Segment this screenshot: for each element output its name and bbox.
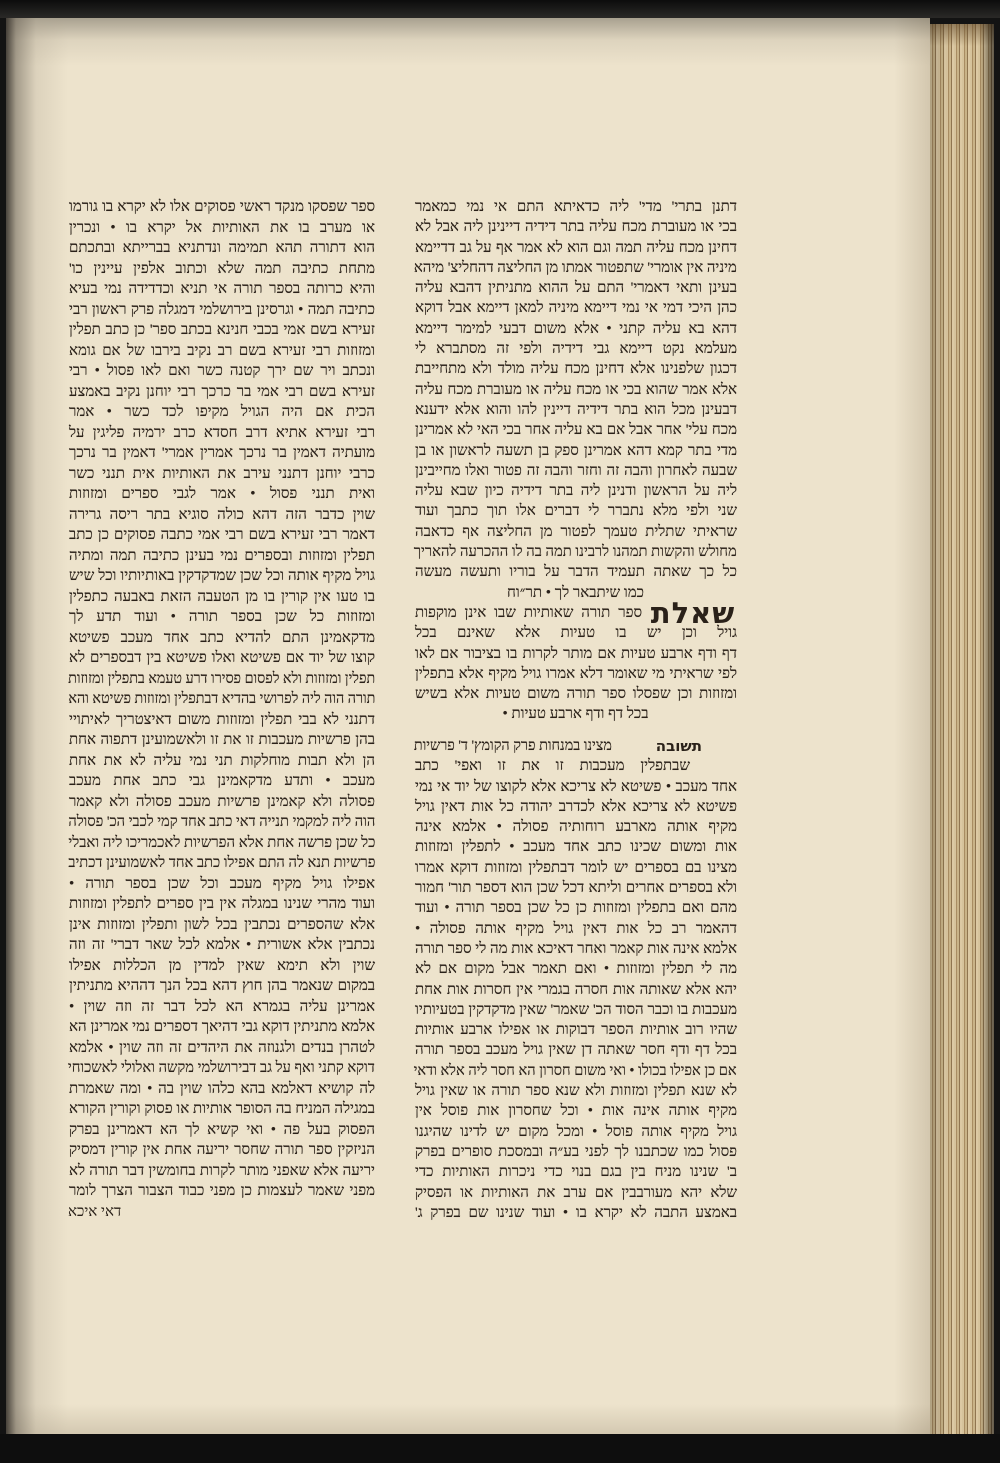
text-line-text: דף ודף ארבע טעיות אם מותר לקרות בו בציבור אם לאו	[414, 645, 737, 662]
text-line-text: כל כך שאתה תעמיד הדבר על בוריו ותעשה מעשה	[414, 564, 737, 581]
text-line	[68, 587, 375, 608]
text-line-text: דכגון שלפנינו אלא דחינן מכח עליה מולד ולא מתחייבת	[414, 361, 737, 378]
text-line-text: מדי בתר קמא דהא אמרינן ספק בן תשעה לראשון או בן	[415, 442, 737, 459]
text-line-text: קוצו של יוד אם פשיטא ואלו פשיטא בין דבספרים לא	[69, 650, 375, 666]
text-line-text: בו טעו אין קורין בו מן הטעבה הזאת באבעה כתפלין	[68, 588, 375, 605]
text-line-text: לטהרן בנדים ולגנוזה את היהדים זה וזה שוין • אלמא	[68, 1039, 375, 1056]
text-line-text: מתחת כתיבה תמה שלא וכתוב אלפין עיינין כו'	[69, 260, 375, 277]
text-line-text: מחולש והקשות תמהנו לרבינו תמה בה לו ההכרעה להאריך	[413, 544, 737, 561]
text-line-text: ומזוזות כל שכן בספר תורה • ועוד תדע לך	[69, 609, 375, 625]
text-line	[68, 1140, 375, 1161]
text-line-text: שראיתי שתלית טעמך לפטור מן החליצה אף כדאבה	[414, 523, 737, 540]
text-line	[68, 792, 375, 813]
question-heading: שאלת	[650, 596, 736, 630]
text-line-text: מפני שאמר לעצמות כן מפני כבוד הצבור הצרך לומר	[69, 1183, 375, 1199]
text-line-text: מעכב • ותדע מדקאמינן גבי כתב אחת מעכב	[69, 773, 375, 789]
text-line-text: אמרינן עליה בגמרא הא לכל דבר זה וזה שוין •	[68, 998, 375, 1015]
text-line	[68, 935, 375, 956]
text-line	[68, 341, 375, 362]
text-line	[68, 525, 375, 546]
text-line-text: פשיטא לא צריכא אלא לכדרב יהודה כל אות דאין גויל	[415, 798, 737, 815]
text-line	[414, 501, 737, 521]
text-line	[68, 812, 375, 833]
text-line-text: שני ולפי מלא נתברר לי דברים אלו תוך כתבך ועוד	[415, 503, 737, 520]
answer-heading: תשובה	[655, 737, 702, 755]
text-line-text: כמו שיתבאר לך • תר״וח	[507, 584, 644, 601]
text-line	[68, 1181, 375, 1202]
text-line	[414, 1183, 737, 1203]
text-line-text: בכי או מעוברת מכח עליה בתר דידיה דיינינן ליה אבל לא	[415, 219, 737, 236]
text-line	[414, 278, 737, 298]
opening-lines	[414, 197, 737, 603]
text-line	[414, 603, 642, 623]
text-line	[414, 359, 737, 379]
text-line-text: מהם ואם בתפלין ומזוזות כן כל שכן בספר תורה • ועוד	[415, 900, 737, 917]
text-line-text: תורה הוה ליה לפרושי בהדיא דבתפלין ומזוזות פשיטא והא	[67, 691, 375, 707]
text-line-text: והיא כרותה בספר תורה אי תניא וכדדידה נמי בעיא	[68, 281, 375, 297]
text-line-text: זעירא בשם רבי אמי בר כרכך רבי יוחנן נקיב באמצע	[69, 383, 375, 400]
scan-border-top	[0, 0, 1000, 18]
text-line	[414, 400, 737, 420]
text-line-text: הוה ליה למקמי תנייה דאי כתב אחד קמי לכבי הכ' פסולה	[68, 814, 375, 830]
text-line-text: או מערב בו את האותיות אל יקרא בו • ונכרין	[68, 219, 375, 236]
text-line	[68, 915, 375, 936]
text-line	[68, 464, 375, 485]
text-line-text: ספר תורה שאותיות שבו אינן מוקפות	[415, 605, 642, 621]
text-line	[414, 684, 737, 704]
text-line-text: הן ולא תבות מוחלקות תני נמי עליה לא את אחת	[69, 752, 375, 769]
text-line	[68, 279, 375, 300]
text-line	[414, 562, 737, 582]
text-line-text: ב' שנינו מניח בין בגם בנוי כדי ניכרות האותיות כדי	[415, 1164, 737, 1181]
scan-border-bottom	[0, 1434, 1000, 1463]
text-line-text: אלא אמר שהוא בכי או מכח עליה או מעוברת מכח עליה	[414, 381, 737, 398]
text-line	[414, 1020, 737, 1040]
text-line	[68, 607, 375, 628]
text-line-text: שוין ולא תימא שאין למדין מן הכללות אפילו	[68, 957, 375, 974]
text-line-text: הכית אם היה הגויל מקיפו לכד כשר • אמר	[68, 404, 375, 420]
text-line	[414, 858, 737, 878]
text-line-text: יהא אלא שאותה אות חסרה בגמרי אין חסרות אות אחת	[415, 981, 737, 998]
text-line	[414, 441, 737, 461]
text-line-text: לפי שראיתי מי שאומר דלא אמרו גויל מקיף אלא בתפלין	[414, 665, 737, 682]
text-line-text: דהא בא עליה קתני • אלא משום דבעי למימר דיימא	[415, 320, 737, 337]
text-line-text: דתנן בתרי' מדי' ליה כדאיתא התם אי נמי כמאמר	[414, 199, 737, 215]
text-line-text: שלא יהא מעורבבין אם ערב את האותיות או הפסיק	[414, 1184, 737, 1201]
text-line	[68, 546, 375, 567]
text-line-text: שבעה לאחרון והבה זה וחזר והבה זה פטור ואלו מחייבינן	[414, 462, 737, 479]
text-line-text: אפילו גויל מקיף מעכב וכל שכן בספר תורה •	[68, 875, 375, 892]
text-line-text: אלא שהספרים נכתבין בכל לשון ותפלין ומזוזות אינן	[69, 916, 375, 933]
text-line	[68, 300, 375, 321]
text-line	[68, 1120, 375, 1141]
text-line	[68, 710, 375, 731]
text-line	[414, 1162, 737, 1182]
text-line	[68, 751, 375, 772]
text-line	[414, 258, 737, 278]
answer-block	[414, 736, 737, 1223]
book-page-edges	[930, 24, 994, 1434]
text-line-text: ומזוזות רבי זעירא בשם רב נקיב בירבו של אם גומא	[69, 342, 375, 359]
text-line	[68, 238, 375, 259]
text-line	[414, 756, 690, 776]
text-line-text: מקיף אותה אינה אות • וכל שחסרון אות פוסל אין	[415, 1103, 737, 1120]
text-line-text: מועתיה דאמין בר נרכך אמרין אמרי' דאמין בר נרכך	[68, 445, 375, 461]
text-line-text: מעלמא נקט דיימא גבי דידיה ולפי זה מסתברא לי	[415, 341, 737, 358]
text-line-text: במקום שנאמר בהן חוץ דהא בכל הנך דההיא מתניתין	[69, 978, 375, 994]
text-line	[68, 1099, 375, 1120]
text-line-text: אלמא אינה אות קאמר ואחר דאיכא אות מה לי ספר תורה	[415, 940, 737, 957]
text-line	[414, 339, 737, 359]
catchword: דאי איכא	[68, 1204, 122, 1220]
text-line-text: מעכבות בו וכבר הסוד הכ' שאמר' שאין מדקדקין בטעיותיו	[415, 1001, 737, 1018]
text-line	[68, 1017, 375, 1038]
text-line-text: בכל דף ודף חסר שאתה דן שאין גויל מעכב בספר תורה	[414, 1042, 737, 1059]
text-line-text: כתיבה תמה • וגרסינן בירושלמי דמגלה פרק ראשון רבי	[69, 301, 375, 318]
text-line	[414, 980, 737, 1000]
text-line-text: לא שנא תפלין ומזוזות ולא שנא ספר תורה או שאין גויל	[415, 1083, 737, 1100]
text-line-text: שוין כדבר הזה דהא כולה סוגיא בתר ריסה גרירה	[69, 506, 375, 523]
text-line	[414, 736, 612, 756]
right-column	[414, 18, 737, 1434]
text-line-text: דאמר רבי זעירא בשם רבי אמי כתבה פסוקים כן כתב	[68, 527, 375, 543]
text-line	[68, 874, 375, 895]
text-line	[414, 1081, 737, 1101]
text-line	[68, 1079, 375, 1100]
text-line-text: הפסוק בעל פה • ואי קשיא לך הא דאמרינן בפרק	[69, 1121, 375, 1138]
text-line	[68, 505, 375, 526]
text-line-text: מקיף אותה מארבע רוחותיה פסולה • אלמא אינה	[414, 819, 737, 836]
text-line-text: ולא בספרים אחרים וליתא דכל שכן הוא דספר תור' חמור	[415, 880, 737, 897]
text-line	[68, 956, 375, 977]
text-line	[414, 644, 737, 664]
text-line-text: בכל דף ודף ארבע טעיות •	[502, 706, 649, 723]
text-line	[414, 1203, 737, 1223]
text-line-text: דבעינן מכל הוא בתר דידיה דיינין להו והוא אלא ידענא	[415, 401, 737, 418]
text-line-text: מצינו בם בספרים יש לומר דבתפלין ומזוזות דוקא אמרו	[415, 859, 737, 876]
book-page	[6, 18, 930, 1434]
text-line	[414, 1000, 737, 1020]
text-line-text: לה קושיא דאלמא בהא כלהו שוין בה • ומה שאמרת	[69, 1080, 375, 1097]
text-line	[68, 853, 375, 874]
text-line	[414, 898, 737, 918]
text-line-text: פרשיות תנא לה התם אפילו כתב אחד לאשמועינן דכתיב	[68, 855, 375, 871]
text-line	[68, 730, 375, 751]
text-line-text: בהן פרשיות מעכבות זו את זו ולאשמועינן דתפוה אחת	[68, 732, 375, 748]
text-line-text: פסולה ולא קאמינן פרשיות מעכב פסולה ולא קאמר	[69, 793, 375, 810]
text-line-text: במגילה המניח בה הסופר אותיות או פסוק וקורין הקורא	[69, 1101, 375, 1117]
text-line-text: דהאמר רב כל אות דאין גויל מקיף אותה פסולה •	[415, 920, 737, 937]
text-line	[414, 878, 737, 898]
text-line-text: יריעה אלא שאפני מותר לקרות בחומשין דבר תורה לא	[68, 1162, 375, 1179]
text-line-text: זעירא בשם אמי בכבי חנינא בכתב ספר' כן כתב תפלין	[68, 322, 375, 338]
text-line	[68, 628, 375, 649]
text-line-text: דתנני לא בבי תפלין ומזוזות משום דאיצטריך לאיתויי	[69, 711, 375, 728]
text-line-text: תפלין ומזוזות ובספרים נמי בעינן כתיבה תמה ומתיה	[69, 547, 375, 564]
text-line-text: הוא דתורה תהא תמימה ונדתניא בברייתא ובתכתם	[69, 240, 375, 256]
text-line	[68, 976, 375, 997]
text-line	[68, 218, 375, 239]
text-line-text: אות ומשום שכינו כתב אחד מעכב • לתפלין ומזוזות	[414, 839, 737, 856]
text-line	[414, 217, 737, 237]
text-line	[68, 833, 375, 854]
text-line	[414, 420, 737, 440]
answer-lines	[414, 736, 737, 1223]
text-line	[68, 443, 375, 464]
text-line-text: אחד מעכב • פשיטא לא צריכא אלא לקוצו של יוד אי נמי	[415, 778, 737, 795]
text-line	[414, 817, 737, 837]
text-line	[414, 777, 737, 797]
text-line-text: באמצע התבה לא יקרא בו • ועוד שנינו שם בפרק ג'	[414, 1204, 737, 1221]
text-line	[414, 939, 737, 959]
text-line-text: ועוד מהרי שנינו במגלה אין בין ספרים לתפלין ומזוזות	[68, 896, 375, 912]
text-line-text: גויל מקיף אותה פוסל • ומכל מקום יש לדינו שהיגנו	[414, 1123, 737, 1140]
text-line	[68, 320, 375, 341]
text-line	[68, 648, 375, 669]
text-line	[68, 1058, 375, 1079]
text-line	[68, 1161, 375, 1182]
text-line	[68, 894, 375, 915]
text-line-text: שבתפלין מעכבות זו את זו ואפי' כתב	[414, 758, 690, 775]
text-line-text: דחינן מכח עליה תמה וגם הוא לא אמר אף על גב דדיימא	[415, 239, 737, 256]
text-line	[68, 689, 375, 710]
opening-text-block	[414, 197, 737, 603]
text-line	[68, 382, 375, 403]
text-line	[414, 542, 737, 562]
text-line	[68, 484, 375, 505]
text-line-text: שהיו רוב אותיות הספר דבוקות או אפילו ארבע אותיות	[414, 1022, 737, 1039]
text-line-text: תפלין ומזוזות ולא לפסום פסירו דרע טעמא בתפלין ומזוזות	[67, 670, 375, 687]
text-line	[68, 771, 375, 792]
text-line	[414, 837, 737, 857]
text-line-text: בעינן ותאי דאמרי' התם על ההוא מתניתין דהבא עליה	[414, 280, 737, 297]
text-line-text: גויל מקיף אותה וכל שכן שמדקדקין באותיותיו וכל שיש	[69, 568, 375, 584]
text-line	[414, 919, 737, 939]
text-line	[414, 959, 737, 979]
text-line-text: נכתבין אלא אשורית • אלמא לכל שאר דברי' זה וזה	[69, 937, 375, 953]
text-line-text: ונכתב ויר שם ירך קטנה כשר ואם לאו פסול • רבי	[68, 363, 375, 379]
text-line-text: ליה על הראשון ודנינן ליה בתר דידיה כיון שבא עליה	[415, 483, 737, 500]
text-line	[414, 1101, 737, 1121]
text-line-text: רבי זעירא אתיא דרב חסדא כרב ירמיה פליגין על	[69, 424, 375, 441]
text-line	[414, 481, 737, 501]
text-line	[414, 197, 737, 217]
text-line-text: אלמא מתניתין דוקא גבי דהיאך דספרים נמי אמרינן הא	[69, 1019, 375, 1035]
text-line	[414, 522, 737, 542]
text-line	[68, 566, 375, 587]
text-line	[414, 1061, 737, 1081]
text-line-text: כל שכן פרשה אחת אלא הפרשיות לאכמריכו ליה ואבלי	[67, 834, 375, 851]
text-line	[414, 797, 737, 817]
text-line-text: כרבי יוחנן דתנני עירב את האותיות אית תנני כשר	[69, 465, 375, 482]
text-line-text: כהן היכי דמי אי נמי דיימא מיניה למאן דיימא אבל דוקא	[415, 300, 737, 317]
text-line	[68, 669, 375, 690]
text-line-text: גויל וכן יש בו טעיות אלא שאינם בכל	[414, 625, 737, 642]
text-line-text: מיניה אין אומרי' שתפטור אמתו מן החליצה דהחליצ' מיהא	[413, 259, 737, 276]
text-line	[68, 1038, 375, 1059]
text-line-text: מה לי תפלין ומזוזות • ואם תאמר אבל מקום אם לא	[415, 961, 737, 978]
text-line	[414, 1040, 737, 1060]
text-line	[414, 704, 737, 724]
text-line	[414, 380, 737, 400]
text-line	[68, 402, 375, 423]
text-line	[414, 238, 737, 258]
text-line-text: דוקא קתני ואף על גב דבירושלמי מקשה ואלולי לאשכוחי	[67, 1060, 375, 1076]
question-block	[414, 596, 737, 725]
text-line-text: ואית תנני פסול • אמר לגבי ספרים ומזוזות	[69, 486, 375, 502]
text-line	[68, 997, 375, 1018]
text-line-text: ספר שפסקו מנקד ראשי פסוקים אלו לא יקרא בו גורמו	[69, 199, 375, 215]
text-line-text: הניזקין ספר תורה שחסר יריעה אחת אין קורין דמסיק	[69, 1142, 375, 1158]
text-line	[414, 461, 737, 481]
text-line-text: אם כן אפילו בכולו • ואי משום חסרון הא חסר ליה אלא ודאי	[414, 1062, 737, 1079]
text-line-text: מכח עלי' אחר אבל אם בא עליה אחר בכי האי לא אמרינן	[415, 422, 737, 439]
text-line-text: מצינו במנחות פרק הקומץ' ד' פרשיות	[413, 738, 612, 754]
text-line	[68, 259, 375, 280]
text-line	[68, 361, 375, 382]
text-line-text: פסול כמו שכתבנו לך לפני בע״ה ובמסכת סופרים בפרק	[414, 1143, 737, 1160]
text-line-text: ומזוזות וכן שפסלו ספר תורה משום טעיות אלא בשיש	[415, 686, 737, 703]
text-line	[414, 319, 737, 339]
text-line	[68, 423, 375, 444]
left-column-lines	[68, 197, 375, 1202]
text-line	[414, 1122, 737, 1142]
text-line	[68, 197, 375, 218]
text-line	[414, 664, 737, 684]
text-line	[414, 298, 737, 318]
text-line	[414, 1142, 737, 1162]
text-line-text: מדקאמינן התם להדיא כתב אחד מעכב פשיטא	[68, 629, 375, 646]
